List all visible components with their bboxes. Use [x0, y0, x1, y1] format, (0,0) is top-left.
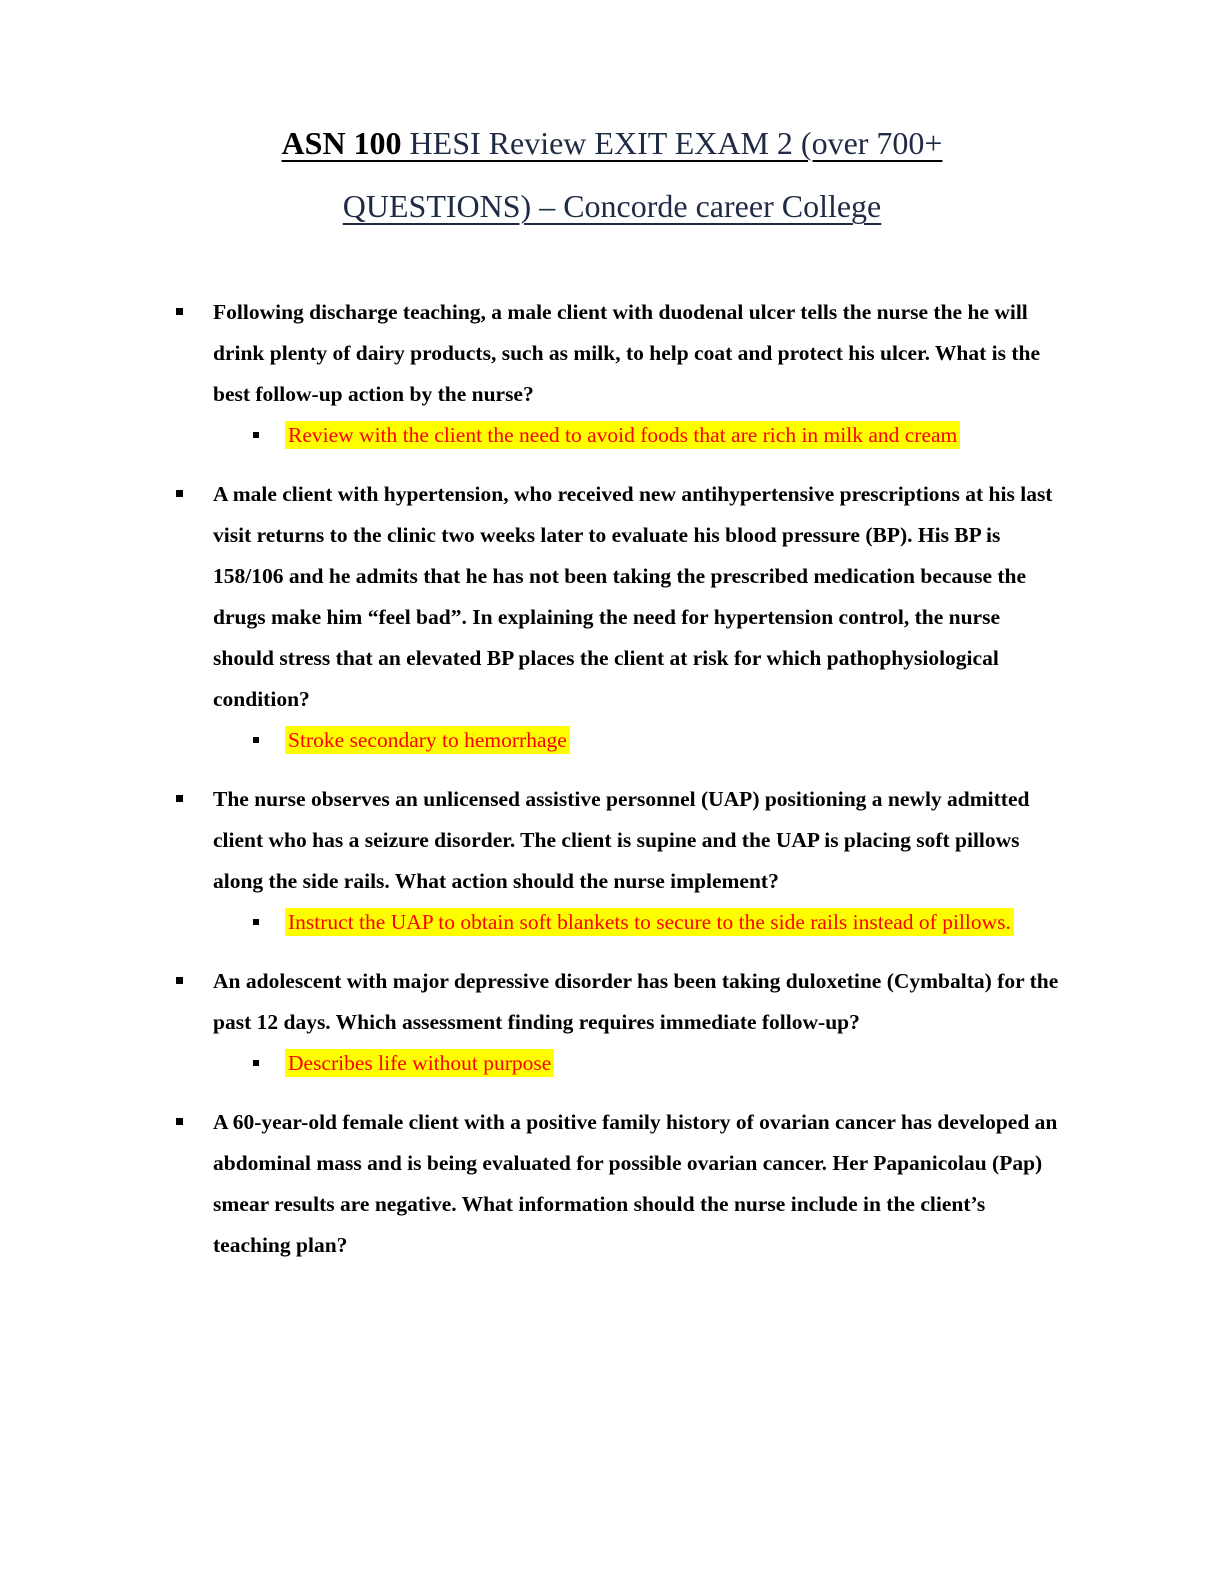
answer-text [285, 902, 1014, 943]
question-text: Following discharge teaching, a male client with duodenal ulcer tells the nurse the he will drink plenty of dairy products, such as milk, to help coat and protect his ulcer. What is the best follow-up action by the nurse? [213, 300, 1041, 406]
bullet-square-icon [176, 308, 183, 315]
question-item [176, 779, 1076, 943]
answer-row [253, 902, 1076, 943]
answer-row [253, 1043, 1076, 1084]
sub-bullet-square-icon [253, 1060, 259, 1066]
answer-text [285, 1043, 554, 1084]
question-item [176, 961, 1076, 1084]
question-text: An adolescent with major depressive disorder has been taking duloxetine (Cymbalta) for the past 12 days. Which assessment finding requires immediate follow-up? [213, 969, 1059, 1034]
title-line2-text: QUESTIONS) – Concorde career College [342, 188, 882, 224]
document-title [0, 112, 1224, 238]
question-row [176, 961, 1076, 1043]
answer-highlight: Review with the client the need to avoid foods that are rich in milk and cream [285, 421, 960, 449]
question-item [176, 474, 1076, 761]
question-item [176, 292, 1076, 456]
answer-text [285, 415, 960, 456]
bullet-square-icon [176, 1118, 183, 1125]
title-line-2 [0, 175, 1224, 238]
title-course-code: ASN 100 [281, 125, 402, 161]
question-row [176, 779, 1076, 902]
question-text: A male client with hypertension, who received new antihypertensive prescriptions at his last visit returns to the clinic two weeks later to evaluate his blood pressure (BP). His BP is 158/106 and he admits that he has not been taking the prescribed medication because the drugs make him “feel bad”. In explaining the need for hypertension control, the nurse should stress that an elevated BP places the client at risk for which pathophysiological condition? [213, 482, 1053, 711]
question-text: A 60-year-old female client with a positive family history of ovarian cancer has developed an abdominal mass and is being evaluated for possible ovarian cancer. Her Papanicolau (Pap) smear results are negative. What information should the nurse include in the client’s teaching plan? [213, 1110, 1058, 1257]
bullet-square-icon [176, 977, 183, 984]
question-item [176, 1102, 1076, 1266]
sub-bullet-square-icon [253, 432, 259, 438]
question-list [176, 292, 1076, 1266]
sub-bullet-square-icon [253, 919, 259, 925]
sub-bullet-square-icon [253, 737, 259, 743]
answer-row [253, 720, 1076, 761]
answer-highlight: Instruct the UAP to obtain soft blankets to secure to the side rails instead of pillows. [285, 908, 1014, 936]
bullet-square-icon [176, 490, 183, 497]
title-line-1 [0, 112, 1224, 175]
answer-highlight: Describes life without purpose [285, 1049, 554, 1077]
question-row [176, 474, 1076, 720]
bullet-square-icon [176, 795, 183, 802]
question-row [176, 1102, 1076, 1266]
answer-row [253, 415, 1076, 456]
question-text: The nurse observes an unlicensed assistive personnel (UAP) positioning a newly admitted client who has a seizure disorder. The client is supine and the UAP is placing soft pillows along the side rails. What action should the nurse implement? [213, 787, 1030, 893]
answer-text [285, 720, 570, 761]
question-row [176, 292, 1076, 415]
answer-highlight: Stroke secondary to hemorrhage [285, 726, 570, 754]
title-line1-rest: HESI Review EXIT EXAM 2 (over 700+ [401, 125, 943, 161]
